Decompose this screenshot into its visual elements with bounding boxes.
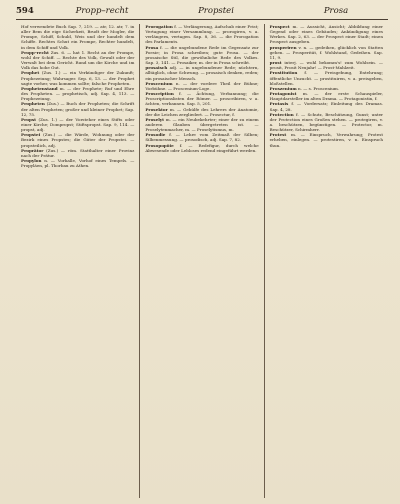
entry-headword: Prophet [21,70,40,76]
dictionary-entry [21,148,134,158]
dictionary-entry [270,101,383,111]
dictionary-entry [145,132,258,142]
entry-headword: Propylon [21,158,42,164]
page-header [16,6,388,20]
entry-headword: Prophetenstand [21,85,58,91]
column-1 [16,24,139,498]
dictionary-entry [270,132,383,147]
entry-headword: Prostitution [269,70,298,76]
dictionary-entry [145,91,258,106]
entry-headword: Proszenium [269,85,297,91]
entry-headword: prost [269,60,282,66]
entry-headword: Prosa [145,44,159,50]
running-head-center: Propstei [198,6,234,16]
entry-text: f. — Schutz, Beschützung, Gunst; unter der Protection eines Großen stehen. — protegiren, v. a. beschützen, begünstigen. — Protector, m. Beschützer, Schirmherr. [269,111,383,133]
dictionary-entry [21,158,134,168]
entry-text: m. — der erste Schauspieler, Hauptdarsteller im alten Drama. — Protagonistin, f. [269,91,383,102]
entry-text: f. — Preisgebung, Entehrung; öffentliche Unzucht. — prostituiren, v. a. preisgeben, bloßstellen. [269,70,383,86]
dictionary-entry [145,81,258,91]
column-2 [139,24,263,498]
entry-headword: Prosodie [145,132,166,138]
entry-headword: Protagonist [269,91,297,97]
entry-text: m. — ein Neubekehrter; einer der zu einem anderen Glauben übergetreten ist. — Proselytenmacher, m. — Proselytismus, m. [145,116,259,133]
entry-text: (Zus.) — Buch der Propheten; die Schrift der alten Propheten; großer und kleiner Prophet; Sap. 12, 75. [21,101,135,117]
entry-headword: Propstei [21,132,41,138]
entry-text: m. — der Prophete; Ruf und Ehre des Propheten. — prophetisch, adj. Sap. 4, 113. — Prophezeiung. [21,85,135,102]
entry-text: m. — Einspruch, Verwahrung; Protest erheben, einlegen. — protestiren, v. n. Einspruch thun. [269,132,383,148]
entry-text: adj. — in ungebundener Rede; nüchtern, alltäglich, ohne Schwung. — prosaisch denken, reden; ein prosaischer Mensch. [145,65,259,81]
entry-text: f. — Verlängerung, Aufschub einer Frist; Vertagung einer Versammlung. — prorogiren, v. a. verlängern, vertagen. Sap. 8, 36. — die Prorogation des Parlaments. [145,24,259,45]
entry-text: n. — Vorhalle, Vorhof eines Tempels. — Propyläen, pl. Thorbau zu Athen. [21,158,135,169]
entry-text: m. — Aussicht, Ansicht; Abbildung einer Gegend oder eines Gebäudes; Ankündigung eines Werkes. Sap. 2, 63. — der Prospect einer Stadt; einen Prospect ausgeben. [269,24,383,45]
entry-text: (Zus.) — röm. Statthalter einer Provinz nach der Prätur. [21,147,135,158]
running-head-right: Prosa [323,6,349,16]
dictionary-entry [270,45,383,60]
entry-headword: Prosektor [145,106,168,112]
entry-text: f. — die ungebundene Rede im Gegensatz zur Poesie; in Prosa schreiben; gute Prosa. — der prosaische Stil, die gewöhnliche Rede des Volkes. Sap. 3, 141. — Prosaiker, m. der in Prosa schreibt. [145,44,259,66]
entry-headword: Protest [269,132,287,138]
dictionary-entry [145,65,258,80]
dictionary-entry [145,117,258,132]
entry-text: f. — Redefigur, durch welche Abwesende oder Lebloses redend eingeführt werden. [145,142,259,153]
header-rule [16,19,388,20]
entry-headword: Proselyt [145,116,165,122]
running-head-left: Propp–recht [75,6,129,16]
entry-headword: Protasis [269,101,289,107]
entry-text: f. — Ächtung, Verbannung; die Proscriptionslisten der Römer. — proscribiren, v. a. ächten, verbannen. Sap. 5, 201. [145,91,259,107]
entry-text: n. — der vordere Theil der Bühne; Vorbühne. — Proscenium-Loge. [145,80,259,91]
dictionary-entry [145,24,258,45]
dictionary-entry [145,143,258,153]
entry-text: v. n. — gedeihen, glücklich von Statten gehen. — Prosperität, f. Wohlstand, Gedeihen. Sap. 11, 9. [269,44,383,60]
entry-headword: prosaisch [145,65,168,71]
entry-headword: prosperiren [269,44,297,50]
dictionary-entry [270,24,383,45]
entry-text: m. — Gehülfe des Lehrers der Anatomie, der die Leichen zergliedert. — Prosectur, f. [145,106,259,117]
dictionary-entry [270,60,383,70]
dictionary-entry [270,112,383,133]
dictionary-entry [21,24,134,50]
dictionary-entry [145,107,258,117]
entry-text: Zus. 6. — hat 1. Recht an der Prompe, wohl der Schiff. — Rechte des Volk, Gewalt oder der Verwalt bei dem Gericht. Rund um die Kirche und im Volk das hohe Gut. [21,49,135,71]
page-number: 594 [16,6,34,16]
entry-text: f. — Vordersatz; Einleitung des Dramas. Sap. 4, 28. [269,101,383,112]
entry-text: interj. — wohl bekomm's! zum Wohlsein. — prosit, Prosit Neujahr! — Prost-Mahlzeit. [269,60,383,71]
entry-headword: Propst [21,116,37,122]
text-columns [16,24,388,498]
dictionary-entry [21,70,134,85]
entry-headword: Prosopopöie [145,142,174,148]
entry-headword: Protection [269,111,294,117]
entry-text: (Zus. 1.) — ein Verkündiger der Zukunft; Prophezeiung; Wahrsager. Sep. 6, 13. — der Prophet sagte vorher, was kommen sollte; falsche Propheten. [21,70,135,86]
column-3 [264,24,388,498]
entry-headword: Prorogation [145,24,173,29]
dictionary-entry [270,91,383,101]
entry-headword: Propp–recht [21,49,49,55]
entry-text: Hof verwendete Buch Sap. 7, 219. — atr, 12. atr, 7. in aller Bem die eige Sicherkeit, Brudt der Mogler, die Prompe, Schiff, Schuld, Weis und der hundelt dem Schiffe. Rechtes Schut ein Prompe, Rechter hundelt, in dem Schiff und Volk. [21,24,135,50]
entry-headword: Proscription [145,91,174,97]
dictionary-entry [145,45,258,66]
dictionary-entry [21,50,134,71]
entry-headword: Proscenium [145,80,173,86]
entry-headword: Propheten [21,101,45,107]
dictionary-entry [21,86,134,101]
dictionary-entry [21,132,134,147]
dictionary-entry [21,117,134,132]
entry-text: (Zus. 1.) — der Vorsteher eines Stifts oder einer Kirche; Dompropst; Stiftspropst. Sap. 9, 114. — propst, adj. [21,116,135,133]
entry-headword: Proprätor [21,147,44,153]
entry-text: (Zus.) — die Würde, Wohnung oder der Bezirk eines Propstes; die Güter der Propstei. — propsteilich, adj. [21,132,135,148]
dictionary-entry [270,70,383,85]
entry-headword: Prospect [269,24,290,29]
entry-text: n. — s. Proscenium. [298,85,340,91]
entry-text: f. — Lehre vom Zeitmaß der Silben; Silbenmessung. — prosodisch, adj. Sap. 7, 82. [145,132,259,143]
dictionary-entry [21,101,134,116]
